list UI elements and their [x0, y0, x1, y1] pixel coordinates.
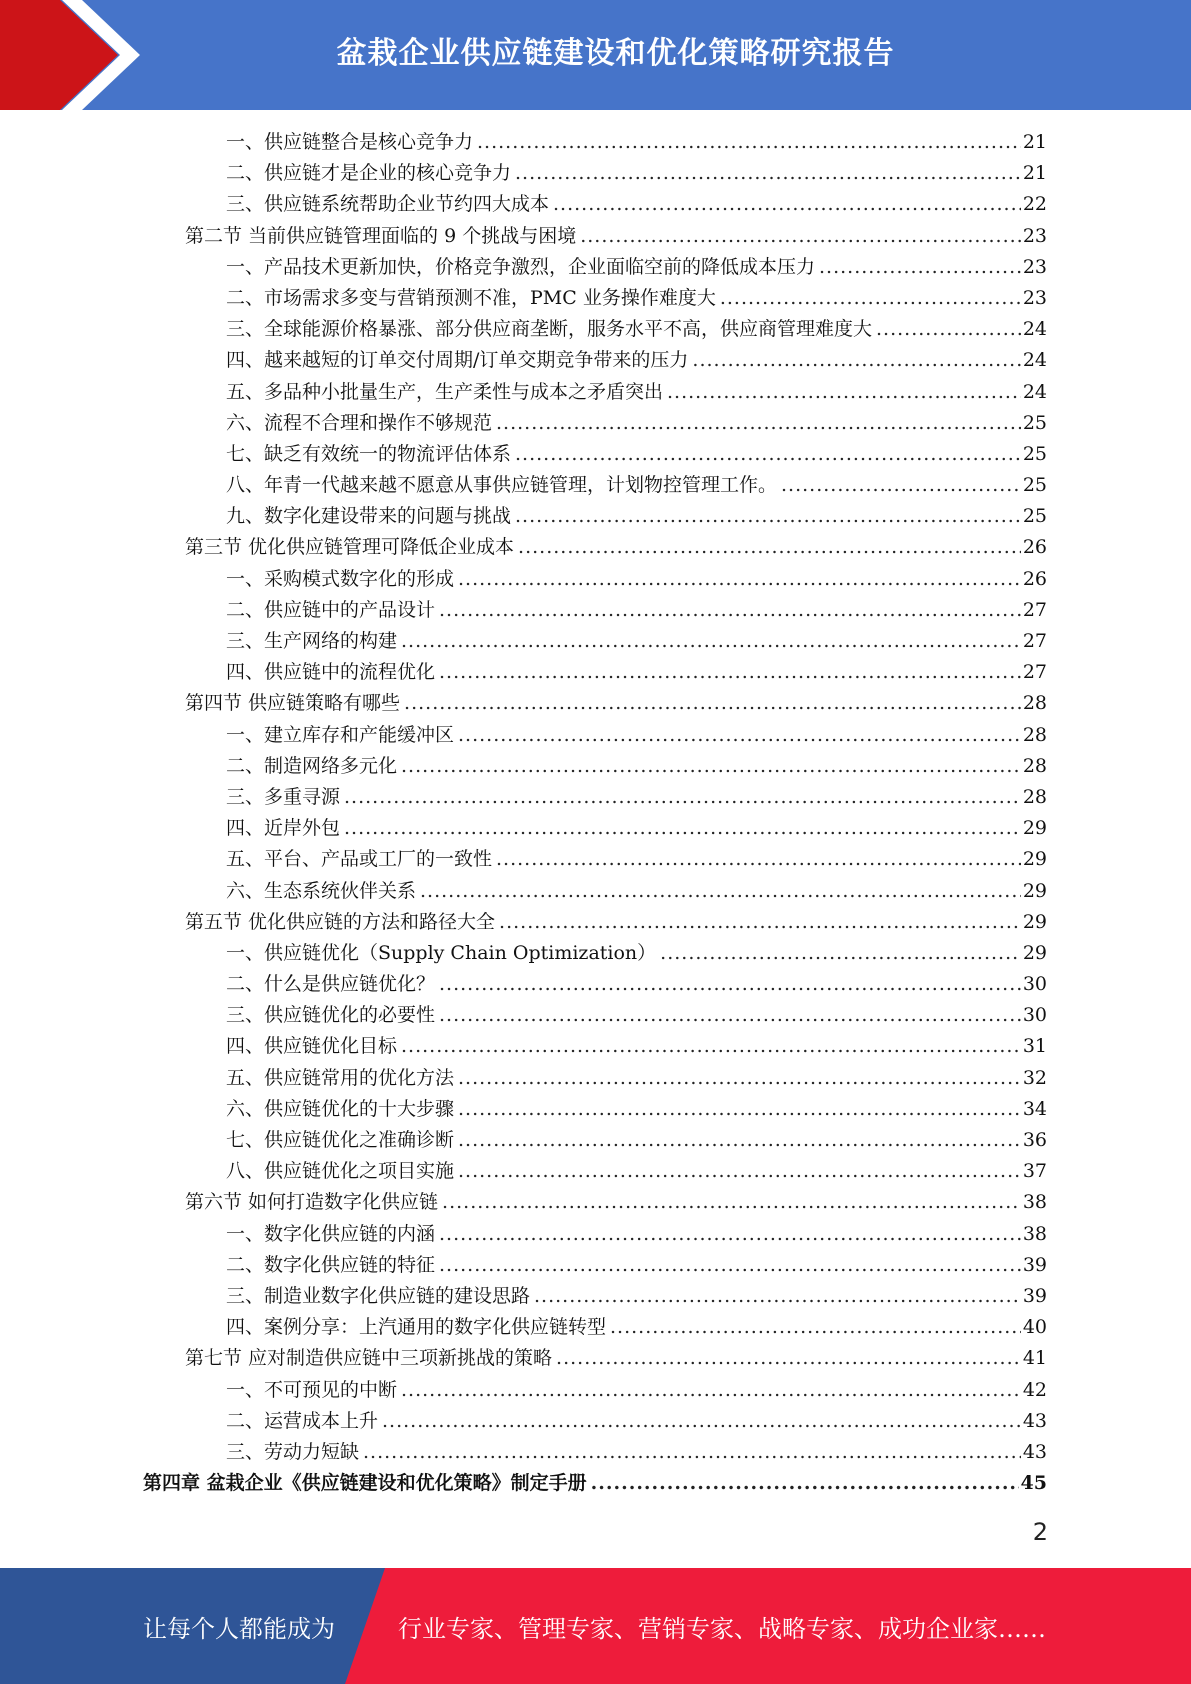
toc-entry-label: 二、供应链中的产品设计	[226, 598, 436, 621]
toc-entry-page: 30	[1022, 1004, 1047, 1027]
toc-entry[interactable]	[0, 1094, 1047, 1125]
toc-entry-page: 25	[1022, 474, 1047, 497]
toc-entry-page: 41	[1022, 1347, 1047, 1370]
toc-entry-page: 25	[1022, 442, 1047, 465]
toc-entry-label: 六、供应链优化的十大步骤	[226, 1097, 455, 1120]
toc-entry-page: 21	[1022, 162, 1047, 185]
toc-entry[interactable]	[0, 501, 1047, 532]
toc-entry-page: 31	[1022, 1035, 1047, 1058]
toc-dot-leader	[442, 1187, 1021, 1218]
toc-dot-leader	[876, 314, 1021, 345]
toc-entry[interactable]	[0, 844, 1047, 875]
toc-dot-leader	[556, 1343, 1021, 1374]
toc-entry-label: 六、生态系统伙伴关系	[226, 879, 417, 902]
toc-entry[interactable]	[0, 1125, 1047, 1156]
toc-entry-label: 四、近岸外包	[226, 817, 341, 840]
toc-entry-label: 五、平台、产品或工厂的一致性	[226, 848, 493, 871]
toc-entry-label: 三、多重寻源	[226, 785, 341, 808]
toc-entry[interactable]	[0, 720, 1047, 751]
toc-dot-leader	[781, 470, 1021, 501]
toc-entry[interactable]	[0, 688, 1047, 719]
toc-dot-leader	[363, 1437, 1021, 1468]
toc-entry-page: 29	[1022, 848, 1047, 871]
toc-dot-leader	[553, 189, 1021, 220]
toc-entry-page: 30	[1022, 973, 1047, 996]
toc-entry-label: 一、供应链优化（Supply Chain Optimization）	[226, 941, 657, 964]
document-title: 盆栽企业供应链建设和优化策略研究报告	[336, 36, 895, 71]
toc-entry-label: 七、供应链优化之准确诊断	[226, 1129, 455, 1151]
toc-entry[interactable]	[0, 751, 1047, 782]
toc-entry[interactable]	[0, 907, 1047, 938]
toc-entry-page: 23	[1022, 255, 1047, 278]
toc-entry-page: 42	[1022, 1378, 1047, 1401]
toc-dot-leader	[404, 688, 1021, 719]
toc-entry-page: 27	[1022, 630, 1047, 652]
toc-entry[interactable]	[0, 1031, 1047, 1062]
toc-entry-label: 四、案例分享：上汽通用的数字化供应链转型	[226, 1316, 607, 1339]
toc-entry-page: 23	[1022, 224, 1047, 247]
toc-entry-label: 一、产品技术更新加快，价格竞争激烈，企业面临空前的降低成本压力	[226, 255, 816, 278]
toc-entry-label: 一、不可预见的中断	[226, 1378, 398, 1401]
toc-entry[interactable]	[0, 1281, 1047, 1312]
toc-dot-leader	[439, 969, 1021, 1000]
toc-entry-label: 八、年青一代越来越不愿意从事供应链管理，计划物控管理工作。	[226, 474, 778, 497]
toc-dot-leader	[439, 1219, 1021, 1250]
toc-entry-page: 22	[1022, 193, 1047, 216]
toc-entry[interactable]	[0, 1343, 1047, 1374]
toc-entry[interactable]	[0, 876, 1047, 907]
toc-dot-leader	[382, 1406, 1021, 1437]
toc-entry[interactable]	[0, 782, 1047, 813]
toc-entry-label: 六、流程不合理和操作不够规范	[226, 411, 493, 434]
toc-dot-leader	[667, 377, 1021, 408]
toc-entry-label: 九、数字化建设带来的问题与挑战	[226, 505, 512, 528]
toc-dot-leader	[496, 408, 1021, 439]
toc-dot-leader	[344, 782, 1021, 813]
toc-dot-leader	[580, 221, 1021, 252]
toc-dot-leader	[477, 127, 1021, 158]
toc-entry-page: 29	[1022, 941, 1047, 964]
toc-entry-page: 21	[1022, 131, 1047, 153]
toc-entry-page: 24	[1022, 318, 1047, 341]
toc-entry[interactable]	[0, 439, 1047, 470]
toc-dot-leader	[420, 876, 1021, 907]
toc-entry[interactable]	[0, 1156, 1047, 1187]
toc-entry-label: 三、全球能源价格暴涨、部分供应商垄断，服务水平不高，供应商管理难度大	[226, 318, 873, 341]
toc-entry-label: 三、制造业数字化供应链的建设思路	[226, 1284, 531, 1307]
toc-entry-page: 27	[1022, 661, 1047, 684]
toc-entry-page: 39	[1022, 1284, 1047, 1307]
toc-dot-leader	[401, 626, 1021, 657]
toc-entry-label: 第五节 优化供应链的方法和路径大全	[185, 910, 496, 933]
toc-entry-page: 25	[1022, 505, 1047, 528]
toc-entry[interactable]	[0, 1312, 1047, 1343]
toc-dot-leader	[401, 751, 1021, 782]
toc-entry-page: 28	[1022, 692, 1047, 715]
toc-entry-page: 27	[1022, 598, 1047, 621]
footer-slogan-left: 让每个人都能成为	[143, 1614, 335, 1643]
toc-dot-leader	[720, 283, 1021, 314]
toc-dot-leader	[496, 844, 1021, 875]
toc-entry[interactable]	[0, 158, 1047, 189]
toc-entry[interactable]	[0, 189, 1047, 220]
toc-entry-label: 第七节 应对制造供应链中三项新挑战的策略	[185, 1347, 553, 1370]
toc-entry-label: 一、数字化供应链的内涵	[226, 1222, 436, 1245]
toc-dot-leader	[458, 1125, 1021, 1156]
toc-entry[interactable]	[0, 345, 1047, 376]
toc-entry-label: 二、什么是供应链优化？	[226, 973, 436, 996]
toc-entry[interactable]	[0, 564, 1047, 595]
toc-entry-page: 26	[1022, 567, 1047, 590]
toc-entry-label: 五、供应链常用的优化方法	[226, 1066, 455, 1089]
toc-entry-label: 三、供应链优化的必要性	[226, 1004, 436, 1027]
table-of-contents	[0, 127, 1191, 1499]
toc-entry-label: 第四章 盆栽企业《供应链建设和优化策略》制定手册	[143, 1472, 587, 1495]
toc-dot-leader	[534, 1281, 1021, 1312]
toc-entry[interactable]	[0, 657, 1047, 688]
toc-dot-leader	[610, 1312, 1021, 1343]
toc-entry[interactable]	[0, 1437, 1047, 1468]
toc-entry-page: 29	[1022, 910, 1047, 933]
toc-entry[interactable]	[0, 283, 1047, 314]
toc-dot-leader	[439, 657, 1021, 688]
toc-entry[interactable]	[0, 221, 1047, 252]
toc-entry[interactable]	[0, 1000, 1047, 1031]
toc-entry[interactable]	[0, 969, 1047, 1000]
toc-entry-label: 五、多品种小批量生产，生产柔性与成本之矛盾突出	[226, 380, 664, 403]
toc-entry[interactable]	[0, 1250, 1047, 1281]
toc-entry[interactable]	[0, 470, 1047, 501]
toc-entry-label: 二、供应链才是企业的核心竞争力	[226, 162, 512, 185]
toc-entry-label: 第二节 当前供应链管理面临的 9 个挑战与困境	[185, 224, 577, 247]
toc-entry[interactable]	[0, 1219, 1047, 1250]
toc-entry-page: 36	[1022, 1129, 1047, 1151]
toc-entry-page: 34	[1022, 1097, 1047, 1120]
toc-entry-page: 26	[1022, 536, 1047, 559]
toc-dot-leader	[819, 252, 1021, 283]
toc-entry-page: 40	[1022, 1316, 1047, 1339]
toc-dot-leader	[401, 1031, 1021, 1062]
toc-entry-label: 八、供应链优化之项目实施	[226, 1160, 455, 1183]
toc-entry-label: 二、制造网络多元化	[226, 754, 398, 777]
toc-entry-page: 28	[1022, 754, 1047, 777]
toc-entry[interactable]	[0, 595, 1047, 626]
toc-entry[interactable]	[0, 127, 1047, 158]
toc-entry-label: 七、缺乏有效统一的物流评估体系	[226, 442, 512, 465]
toc-dot-leader	[515, 501, 1021, 532]
toc-entry-label: 第四节 供应链策略有哪些	[185, 692, 401, 715]
toc-entry[interactable]	[0, 532, 1047, 563]
toc-entry-label: 第三节 优化供应链管理可降低企业成本	[185, 536, 515, 559]
toc-entry-label: 四、供应链中的流程优化	[226, 661, 436, 684]
toc-entry[interactable]	[0, 1063, 1047, 1094]
toc-entry-label: 二、数字化供应链的特征	[226, 1253, 436, 1276]
toc-entry-page: 25	[1022, 411, 1047, 434]
toc-dot-leader	[458, 1156, 1021, 1187]
toc-entry[interactable]	[0, 938, 1047, 969]
toc-dot-leader	[515, 439, 1021, 470]
header-arrow-icon	[0, 0, 160, 110]
toc-entry-page: 29	[1022, 817, 1047, 840]
page-header	[0, 0, 1191, 110]
toc-entry-label: 三、供应链系统帮助企业节约四大成本	[226, 193, 550, 216]
toc-entry[interactable]	[0, 408, 1047, 439]
page-footer	[0, 1568, 1191, 1684]
toc-entry[interactable]	[0, 252, 1047, 283]
toc-entry-label: 四、供应链优化目标	[226, 1035, 398, 1058]
toc-entry-label: 一、建立库存和产能缓冲区	[226, 723, 455, 746]
toc-entry-label: 一、采购模式数字化的形成	[226, 567, 455, 590]
toc-entry-page: 43	[1022, 1440, 1047, 1463]
toc-entry-page: 39	[1022, 1253, 1047, 1276]
toc-dot-leader	[458, 564, 1021, 595]
toc-entry-page: 24	[1022, 380, 1047, 403]
toc-entry-page: 29	[1022, 879, 1047, 902]
toc-dot-leader	[692, 345, 1020, 376]
toc-entry-page: 24	[1022, 349, 1047, 372]
toc-entry-label: 三、劳动力短缺	[226, 1440, 360, 1463]
toc-entry[interactable]	[0, 314, 1047, 345]
toc-entry[interactable]	[0, 813, 1047, 844]
toc-entry-label: 二、运营成本上升	[226, 1409, 379, 1432]
toc-dot-leader	[515, 158, 1021, 189]
toc-entry[interactable]	[0, 1468, 1047, 1499]
toc-entry-label: 二、市场需求多变与营销预测不准，PMC 业务操作难度大	[226, 286, 716, 309]
toc-dot-leader	[458, 1094, 1021, 1125]
toc-entry-page: 32	[1022, 1066, 1047, 1089]
toc-entry-page: 28	[1022, 723, 1047, 746]
toc-dot-leader	[499, 907, 1021, 938]
toc-entry[interactable]	[0, 1187, 1047, 1218]
toc-dot-leader	[439, 595, 1021, 626]
toc-entry-page: 38	[1022, 1222, 1047, 1245]
toc-entry-page: 38	[1022, 1191, 1047, 1214]
toc-entry-label: 第六节 如何打造数字化供应链	[185, 1191, 439, 1214]
toc-dot-leader	[439, 1250, 1021, 1281]
toc-entry[interactable]	[0, 1375, 1047, 1406]
toc-entry[interactable]	[0, 1406, 1047, 1437]
toc-entry[interactable]	[0, 377, 1047, 408]
toc-entry-page: 23	[1022, 286, 1047, 309]
toc-dot-leader	[458, 1063, 1021, 1094]
toc-entry-page: 28	[1022, 785, 1047, 808]
toc-dot-leader	[439, 1000, 1021, 1031]
toc-dot-leader	[458, 720, 1021, 751]
toc-dot-leader	[591, 1468, 1019, 1499]
toc-entry-label: 四、越来越短的订单交付周期/订单交期竞争带来的压力	[226, 349, 689, 372]
toc-entry-page: 43	[1022, 1409, 1047, 1432]
toc-entry-page: 37	[1022, 1160, 1047, 1183]
footer-slogan-right: 行业专家、管理专家、营销专家、战略专家、成功企业家……	[398, 1614, 1046, 1643]
toc-entry-page: 45	[1020, 1472, 1047, 1495]
toc-entry-label: 三、生产网络的构建	[226, 630, 398, 652]
toc-dot-leader	[401, 1375, 1021, 1406]
toc-dot-leader	[518, 532, 1021, 563]
toc-entry-label: 一、供应链整合是核心竞争力	[226, 131, 474, 153]
toc-dot-leader	[660, 938, 1021, 969]
page-number: 2	[1032, 1518, 1048, 1546]
toc-entry[interactable]	[0, 626, 1047, 657]
toc-dot-leader	[344, 813, 1021, 844]
